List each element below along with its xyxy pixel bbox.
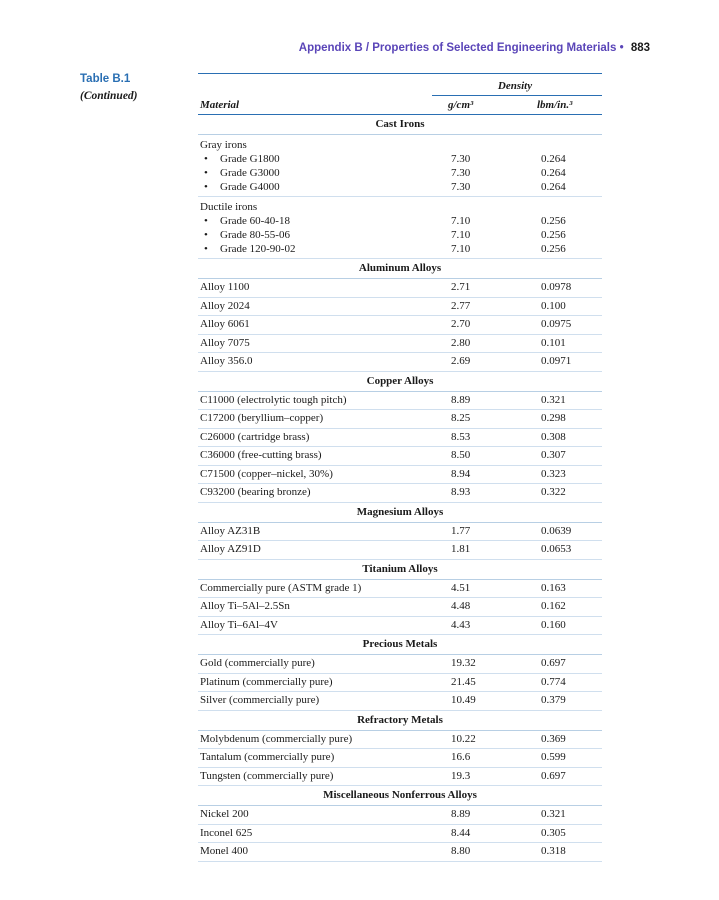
table-row: [198, 523, 602, 542]
density-header-rule: [432, 95, 602, 96]
density-g-cm3-cell: 8.25: [451, 412, 471, 424]
table-row: [198, 353, 602, 372]
table-row: [198, 335, 602, 354]
density-g-cm3-cell: 8.93: [451, 486, 471, 498]
density-g-cm3-cell: 7.10: [451, 243, 471, 255]
material-name: Grade G1800: [220, 153, 280, 165]
density-g-cm3-cell: 7.30: [451, 153, 471, 165]
section-header: Refractory Metals: [198, 711, 602, 731]
density-lb-in3-cell: 0.0653: [541, 543, 572, 555]
density-lb-in3-cell: 0.256: [541, 215, 566, 227]
group-label-row: [198, 138, 602, 152]
bullet-icon: •: [204, 215, 208, 227]
section-header: Copper Alloys: [198, 372, 602, 392]
material-column-header: Material: [200, 99, 240, 111]
material-name: Grade 60-40-18: [220, 215, 290, 227]
density-lb-in3-cell: 0.321: [541, 808, 566, 820]
density-g-cm3-cell: 8.94: [451, 467, 471, 480]
table-row: [198, 768, 602, 787]
material-name: Grade G3000: [220, 167, 280, 179]
running-head: [299, 42, 650, 54]
material-name: C26000 (cartridge brass): [200, 430, 310, 443]
bullet-icon: •: [204, 153, 208, 165]
material-cell: [204, 228, 290, 242]
density-g-cm3-cell: 16.6: [451, 751, 471, 763]
table-row: [198, 484, 602, 503]
density-lb-in3-cell: 0.697: [541, 769, 566, 782]
material-cell: [204, 180, 280, 194]
table-row: [198, 541, 602, 560]
material-name: Molybdenum (commercially pure): [200, 732, 353, 745]
density-lb-in3-cell: 0.774: [541, 675, 566, 688]
density-g-cm3-cell: 7.10: [451, 229, 471, 241]
density-g-cm3-cell: 2.80: [451, 336, 471, 349]
density-table: [198, 73, 602, 862]
material-cell: [204, 242, 295, 256]
density-lb-in3-cell: 0.0975: [541, 318, 572, 330]
density-lb-in3-cell: 0.160: [541, 618, 566, 631]
density-lb-in3-cell: 0.0639: [541, 524, 572, 537]
table-row: [198, 410, 602, 429]
table-row: [198, 166, 602, 180]
material-name: Grade 80-55-06: [220, 229, 290, 241]
density-lb-in3-cell: 0.379: [541, 694, 566, 706]
table-row: [198, 214, 602, 228]
material-name: Alloy Ti–6Al–4V: [200, 618, 278, 631]
material-name: C71500 (copper–nickel, 30%): [200, 467, 333, 480]
density-lb-in3-cell: 0.163: [541, 581, 566, 594]
material-name: C93200 (bearing bronze): [200, 486, 311, 498]
material-name: Grade G4000: [220, 181, 280, 193]
density-header: Density: [497, 80, 533, 92]
table-row: [198, 692, 602, 711]
section-header: Miscellaneous Nonferrous Alloys: [198, 786, 602, 806]
section-header: Cast Irons: [198, 115, 602, 135]
density-g-cm3-cell: 10.22: [451, 732, 476, 745]
table-row: [198, 298, 602, 317]
section-header: Precious Metals: [198, 635, 602, 655]
table-row: [198, 655, 602, 674]
material-name: Gold (commercially pure): [200, 657, 315, 669]
material-name: Alloy AZ31B: [200, 524, 261, 537]
bullet-icon: •: [204, 243, 208, 255]
density-lb-in3-cell: 0.307: [541, 449, 566, 461]
material-name: C17200 (beryllium–copper): [200, 412, 324, 424]
table-header: [198, 74, 602, 115]
material-name: Alloy 2024: [200, 299, 250, 312]
row-group: [198, 197, 602, 259]
density-lb-in3-cell: 0.162: [541, 600, 566, 612]
group-label-row: [198, 200, 602, 214]
density-g-cm3-cell: 1.81: [451, 543, 471, 555]
page-number: 883: [630, 42, 650, 54]
density-lb-in3-cell: 0.0978: [541, 281, 572, 293]
row-group: [198, 135, 602, 197]
material-name: Platinum (commercially pure): [200, 675, 333, 688]
table-row: [198, 598, 602, 617]
material-name: Tungsten (commercially pure): [200, 769, 334, 782]
density-g-cm3-cell: 19.3: [451, 769, 471, 782]
material-name: Alloy 7075: [200, 336, 250, 349]
density-g-cm3-cell: 8.89: [451, 393, 471, 406]
section-header: Magnesium Alloys: [198, 503, 602, 523]
density-lb-in3-cell: 0.100: [541, 299, 566, 312]
material-name: C11000 (electrolytic tough pitch): [200, 393, 347, 406]
density-lb-in3-cell: 0.256: [541, 243, 566, 255]
density-g-cm3-cell: 7.30: [451, 167, 471, 179]
density-g-cm3-cell: 10.49: [451, 694, 476, 706]
density-lb-in3-cell: 0.264: [541, 181, 566, 193]
density-g-cm3-cell: 8.80: [451, 845, 471, 857]
bullet-icon: •: [204, 229, 208, 241]
table-row: [198, 466, 602, 485]
density-g-cm3-cell: 2.69: [451, 355, 471, 367]
table-row: [198, 228, 602, 242]
material-name: Silver (commercially pure): [200, 694, 320, 706]
table-row: [198, 806, 602, 825]
material-name: Nickel 200: [200, 808, 249, 820]
material-cell: [204, 214, 290, 228]
density-g-cm3-cell: 2.71: [451, 281, 471, 293]
density-g-cm3-cell: 8.50: [451, 449, 471, 461]
density-g-cm3-cell: 7.30: [451, 181, 471, 193]
density-lb-in3-cell: 0.322: [541, 486, 566, 498]
group-label: Gray irons: [200, 139, 247, 151]
g-cm3-column-header: g/cm³: [448, 99, 474, 111]
table-row: [198, 674, 602, 693]
table-row: [198, 392, 602, 411]
density-lb-in3-cell: 0.305: [541, 826, 566, 839]
density-g-cm3-cell: 8.53: [451, 430, 471, 443]
material-name: Inconel 625: [200, 826, 253, 839]
material-name: Alloy 356.0: [200, 355, 253, 367]
density-g-cm3-cell: 1.77: [451, 524, 471, 537]
section-header: Aluminum Alloys: [198, 259, 602, 279]
table-row: [198, 152, 602, 166]
table-row: [198, 749, 602, 768]
table-row: [198, 316, 602, 335]
bullet-icon: •: [204, 181, 208, 193]
table-body: [198, 115, 602, 862]
density-g-cm3-cell: 4.48: [451, 600, 471, 612]
material-name: Tantalum (commercially pure): [200, 751, 335, 763]
density-g-cm3-cell: 7.10: [451, 215, 471, 227]
density-lb-in3-cell: 0.318: [541, 845, 566, 857]
density-g-cm3-cell: 8.89: [451, 808, 471, 820]
material-name: Alloy 1100: [200, 281, 250, 293]
density-lb-in3-cell: 0.264: [541, 167, 566, 179]
table-row: [198, 180, 602, 194]
density-lb-in3-cell: 0.321: [541, 393, 566, 406]
table-row: [198, 843, 602, 862]
density-lb-in3-cell: 0.256: [541, 229, 566, 241]
table-caption: [80, 72, 190, 104]
density-lb-in3-cell: 0.369: [541, 732, 566, 745]
material-name: Alloy AZ91D: [200, 543, 261, 555]
table-row: [198, 279, 602, 298]
table-row: [198, 617, 602, 636]
density-lb-in3-cell: 0.323: [541, 467, 566, 480]
density-g-cm3-cell: 19.32: [451, 657, 476, 669]
table-row: [198, 580, 602, 599]
density-g-cm3-cell: 8.44: [451, 826, 471, 839]
table-subtitle: (Continued): [80, 90, 138, 102]
density-g-cm3-cell: 4.43: [451, 618, 471, 631]
material-cell: [204, 152, 280, 166]
material-name: Monel 400: [200, 845, 248, 857]
density-g-cm3-cell: 4.51: [451, 581, 471, 594]
material-name: Grade 120-90-02: [220, 243, 296, 255]
density-lb-in3-cell: 0.308: [541, 430, 566, 443]
table-row: [198, 429, 602, 448]
density-lb-in3-cell: 0.298: [541, 412, 566, 424]
density-lb-in3-cell: 0.0971: [541, 355, 572, 367]
table-row: [198, 731, 602, 750]
table-title: Table B.1: [80, 73, 131, 85]
material-name: Commercially pure (ASTM grade 1): [200, 581, 362, 594]
material-cell: [204, 166, 280, 180]
density-lb-in3-cell: 0.697: [541, 657, 566, 669]
section-header: Titanium Alloys: [198, 560, 602, 580]
running-head-text: Appendix B / Properties of Selected Engineering Materials •: [298, 42, 624, 54]
density-g-cm3-cell: 2.70: [451, 318, 471, 330]
table-row: [198, 447, 602, 466]
group-label: Ductile irons: [200, 201, 258, 213]
lb-in3-column-header: lbm/in.³: [537, 99, 573, 111]
bullet-icon: •: [204, 167, 208, 179]
density-lb-in3-cell: 0.264: [541, 153, 566, 165]
material-name: Alloy Ti–5Al–2.5Sn: [200, 600, 290, 612]
density-lb-in3-cell: 0.101: [541, 336, 566, 349]
density-lb-in3-cell: 0.599: [541, 751, 566, 763]
density-g-cm3-cell: 21.45: [451, 675, 476, 688]
material-name: Alloy 6061: [200, 318, 250, 330]
table-row: [198, 825, 602, 844]
material-name: C36000 (free-cutting brass): [200, 449, 322, 461]
density-g-cm3-cell: 2.77: [451, 299, 471, 312]
table-row: [198, 242, 602, 256]
